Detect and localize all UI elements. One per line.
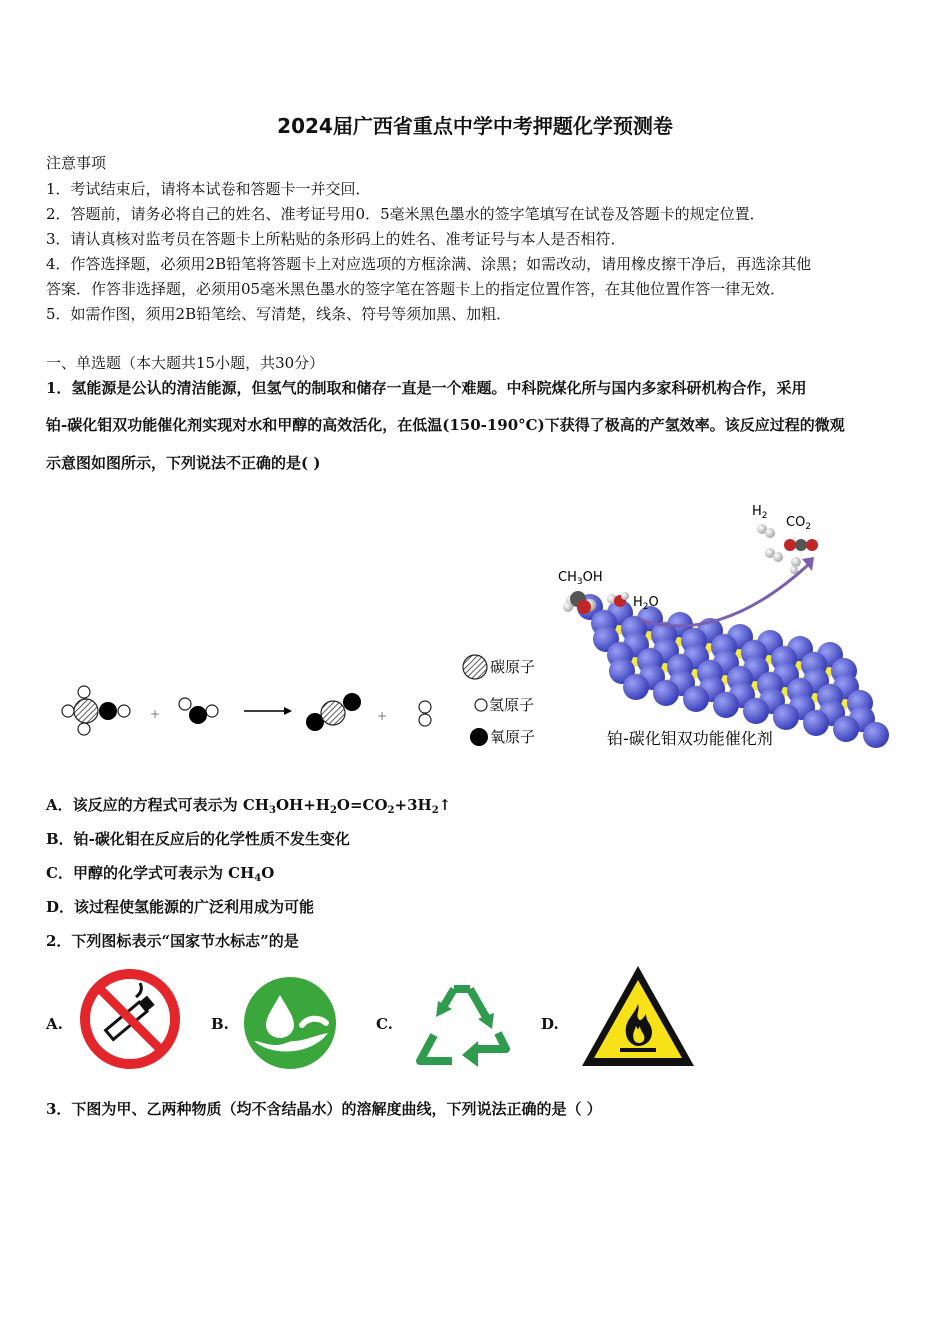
co2-3d [784, 539, 818, 574]
q1-option-a[interactable]: A．该反应的方程式可表示为 $CH_3OH+H_2O=CO_2+3H_2↑$ [46, 796, 452, 816]
q1-line-1: 1．氢能源是公认的清洁能源，但氢气的制取和储存一直是一个难题。中科院煤化所与国内多家科研机构合作，采用 [46, 379, 807, 397]
q2-label-a[interactable]: A. [46, 1015, 63, 1033]
q1-line-2: 铂-碳化钼双功能催化剂实现对水和甲醇的高效活化，在低温(150-190°C)下获得了极高的产氢效率。该反应过程的微观 [46, 416, 845, 434]
lattice-atom-blue [743, 698, 769, 724]
q2-label-d[interactable]: D. [541, 1015, 559, 1033]
hydrogen-molecule [419, 701, 431, 726]
label-ch3oh: $CH_3OH$ [558, 570, 603, 587]
q2-text: 2．下列图标表示“国家节水标志”的是 [46, 932, 299, 950]
flammable-warning-icon[interactable] [578, 962, 698, 1070]
notice-item-5: 5．如需作图，须用2B铅笔绘、写清楚，线条、符号等须加黑、加粗． [46, 305, 512, 323]
notice-item-4: 4．作答选择题，必须用2B铅笔将答题卡上对应选项的方框涂满、涂黑；如需改动，请用橡皮擦干净后，再选涂其他 [46, 255, 812, 273]
label-h2o: $H_2O$ [633, 595, 659, 612]
catalyst-label: 铂-碳化钼双功能催化剂 [607, 729, 773, 748]
lattice-atom-blue [833, 716, 859, 742]
label-h2: $H_2$ [752, 504, 768, 521]
lattice-atom-blue [623, 674, 649, 700]
legend-hydrogen: 氢原子 [489, 696, 535, 714]
label-co2: $CO_2$ [786, 515, 812, 532]
svg-text:+: + [377, 709, 388, 723]
water-molecule [179, 698, 218, 724]
no-smoking-icon[interactable] [78, 967, 182, 1071]
atom-legend [458, 652, 553, 752]
legend-oxygen: 氧原子 [490, 728, 536, 746]
legend-carbon: 碳原子 [490, 658, 536, 676]
lattice-atom-blue [773, 704, 799, 730]
q2-label-c[interactable]: C. [376, 1015, 393, 1033]
notice-item-4-cont: 答案．作答非选择题，必须用05毫米黑色墨水的签字笔在答题卡上的指定位置作答，在其他位置作答一律无效． [46, 280, 786, 298]
lattice-atom-blue [713, 692, 739, 718]
q2-label-b[interactable]: B. [211, 1015, 229, 1033]
svg-text:+: + [150, 707, 161, 721]
section-heading: 一、单选题（本大题共15小题，共30分） [46, 354, 325, 372]
page-title: 2024届广西省重点中学中考押题化学预测卷 [277, 114, 673, 138]
co2-molecule [306, 693, 361, 731]
carbon-icon [463, 655, 487, 679]
q1-line-3: 示意图如图所示，下列说法不正确的是( ) [46, 454, 321, 472]
q1-option-b[interactable]: B．铂-碳化钼在反应后的化学性质不发生变化 [46, 830, 350, 848]
water-saving-icon[interactable] [242, 975, 338, 1071]
recycle-icon[interactable] [408, 975, 516, 1071]
notice-item-2: 2．答题前，请务必将自己的姓名、准考证号用0．5毫米黑色墨水的签字笔填写在试卷及答题卡的规定位置． [46, 205, 765, 223]
notice-heading: 注意事项 [46, 154, 107, 172]
notice-item-1: 1．考试结束后，请将本试卷和答题卡一并交回． [46, 180, 371, 198]
reaction-path-arrow [640, 565, 808, 626]
notice-item-3: 3．请认真核对监考员在答题卡上所粘贴的条形码上的姓名、准考证号与本人是否相符． [46, 230, 626, 248]
q1-option-d[interactable]: D．该过程使氢能源的广泛利用成为可能 [46, 898, 315, 916]
catalyst-lattice [577, 594, 889, 748]
catalyst-illustration [550, 495, 895, 760]
q1-option-c[interactable]: C．甲醇的化学式可表示为 $CH_4O$ [46, 864, 275, 884]
methanol-molecule [62, 686, 130, 735]
oxygen-icon [470, 728, 488, 746]
lattice-atom-blue [653, 680, 679, 706]
lattice-atom-blue [683, 686, 709, 712]
hydrogen-icon [475, 699, 487, 711]
h2-3d [757, 524, 783, 562]
q3-text: 3．下图为甲、乙两种物质（均不含结晶水）的溶解度曲线，下列说法正确的是（ ） [46, 1100, 602, 1118]
lattice-atom-blue [803, 710, 829, 736]
reaction-arrow [244, 707, 292, 715]
lattice-atom-blue [863, 722, 889, 748]
